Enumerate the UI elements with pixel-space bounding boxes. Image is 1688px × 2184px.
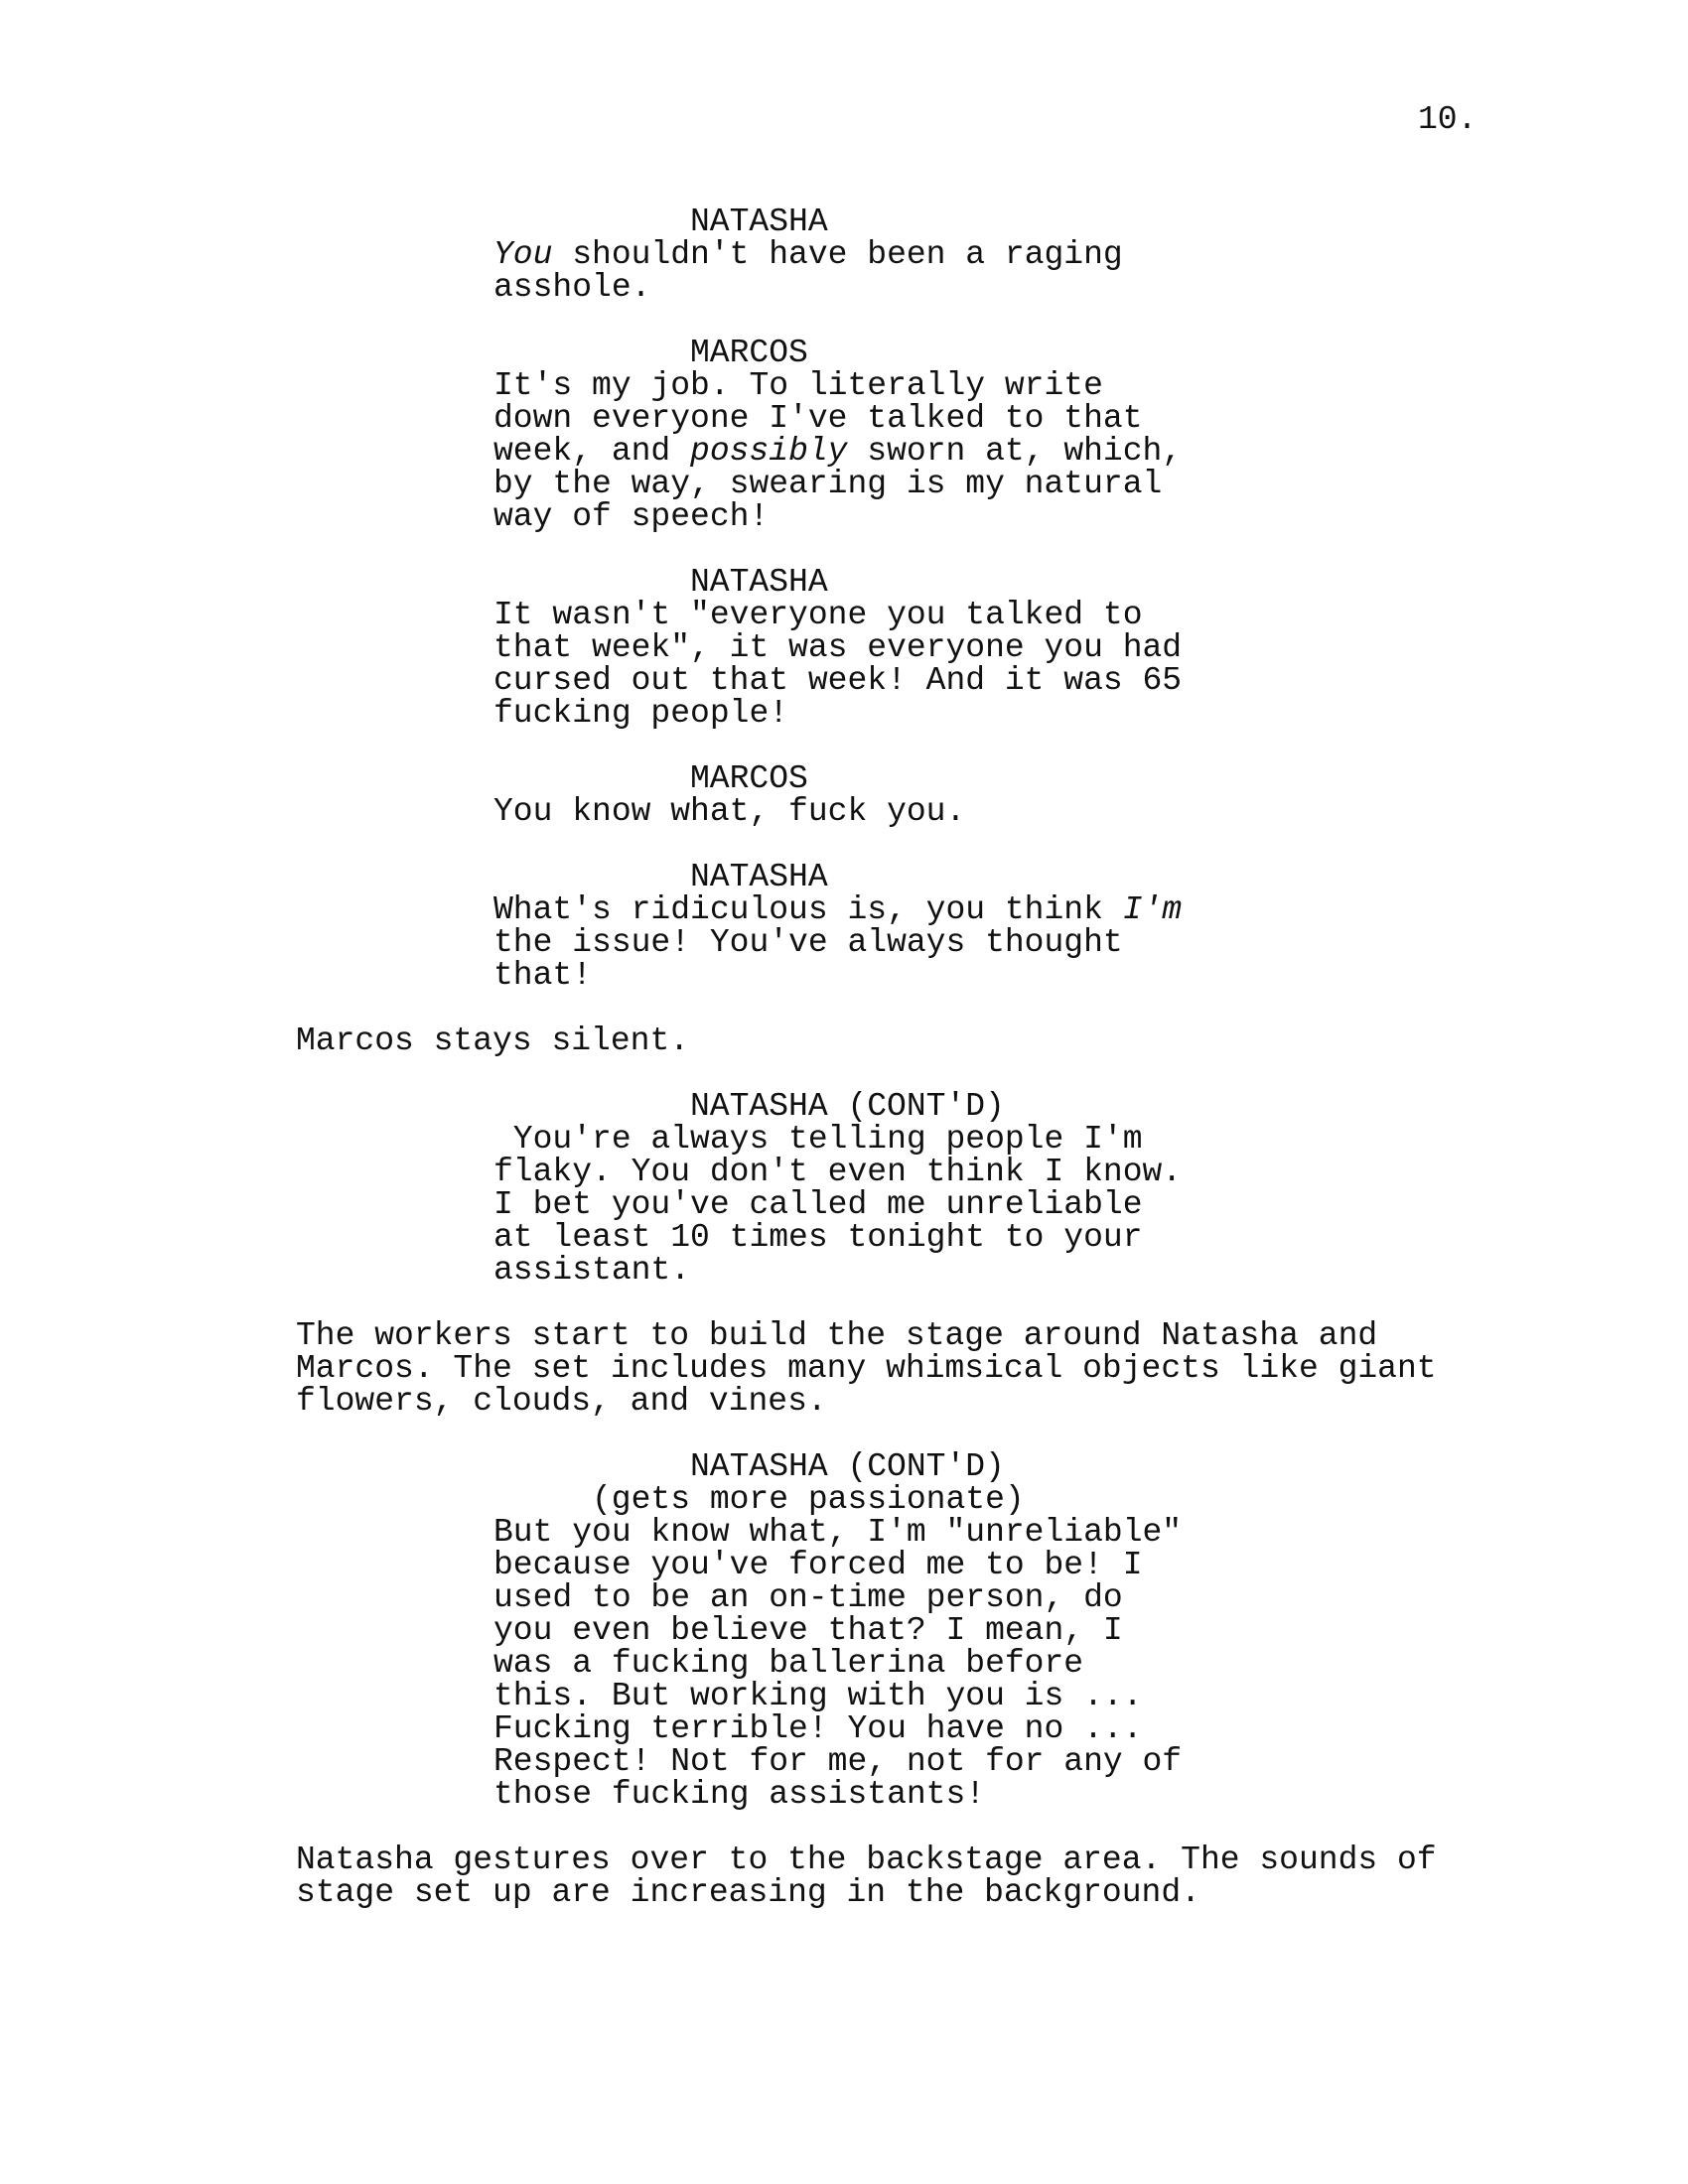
action-line [296, 1876, 1200, 1909]
text-run: used to be an on-time person, do [493, 1579, 1123, 1616]
dialogue-line [493, 435, 1182, 468]
text-run: You're always telling people I'm [493, 1121, 1143, 1158]
dialogue-line [493, 959, 592, 992]
dialogue-line [493, 1778, 985, 1811]
text-run: flaky. You don't even think I know. [493, 1154, 1183, 1190]
text-run: Respect! Not for me, not for any of [493, 1743, 1183, 1780]
dialogue-line [493, 271, 650, 304]
text-run: that! [493, 957, 593, 994]
text-run: that week", it was everyone you had [493, 629, 1183, 666]
italic-text: I'm [1122, 891, 1183, 928]
text-run: Fucking terrible! You have no ... [493, 1710, 1143, 1747]
dialogue-line [493, 1254, 690, 1287]
text-run: way of speech! [493, 498, 770, 535]
action-line [296, 1843, 1437, 1876]
action-line [296, 1352, 1437, 1385]
dialogue-line [493, 1614, 1123, 1647]
dialogue-line [493, 926, 1123, 959]
dialogue-line [493, 631, 1182, 664]
character-name: NATASHA [690, 204, 828, 240]
text-run: I bet you've called me unreliable [493, 1186, 1143, 1223]
text-run: week, and [493, 433, 691, 470]
text-run: Marcos. The set includes many whimsical objects like giant [296, 1350, 1437, 1387]
italic-text: possibly [690, 433, 848, 470]
dialogue-line [493, 238, 1123, 271]
dialogue-line [493, 1647, 1083, 1680]
character-name: MARCOS [690, 335, 808, 371]
action-line [296, 1319, 1377, 1352]
text-run: It's my job. To literally write [493, 367, 1103, 404]
dialogue-line [493, 1745, 1182, 1778]
parenthetical: (gets more passionate) [592, 1481, 1025, 1518]
text-run: fucking people! [493, 695, 789, 732]
dialogue-line [493, 893, 1182, 926]
text-run: flowers, clouds, and vines. [296, 1383, 827, 1420]
character-name: NATASHA (CONT'D) [690, 1088, 1005, 1125]
text-run: at least 10 times tonight to your [493, 1219, 1143, 1256]
dialogue-line [493, 1516, 1182, 1549]
text-run: Marcos stays silent. [296, 1023, 690, 1059]
page-number: 10. [1418, 101, 1477, 138]
dialogue-line [493, 1156, 1182, 1188]
action-line [296, 1385, 827, 1418]
text-run: But you know what, I'm "unreliable" [493, 1514, 1183, 1551]
character-name: NATASHA (CONT'D) [690, 1448, 1005, 1485]
text-run: was a fucking ballerina before [493, 1645, 1084, 1682]
dialogue-line [493, 1712, 1143, 1745]
text-run: cursed out that week! And it was 65 [493, 662, 1183, 699]
dialogue-line [493, 664, 1182, 697]
text-run: stage set up are increasing in the background. [296, 1874, 1200, 1911]
character-name: NATASHA [690, 564, 828, 601]
dialogue-line [493, 500, 769, 533]
text-run: assistant. [493, 1252, 691, 1289]
text-run: It wasn't "everyone you talked to [493, 597, 1143, 633]
text-run: You know what, fuck you. [493, 793, 966, 830]
dialogue-line [493, 1123, 1143, 1156]
dialogue-line [493, 795, 965, 828]
dialogue-line [493, 1221, 1143, 1254]
text-run: shouldn't have been a raging [552, 236, 1123, 273]
text-run: the issue! You've always thought [493, 924, 1123, 961]
dialogue-line [493, 1680, 1143, 1712]
action-line [296, 1024, 689, 1057]
dialogue-line [493, 1581, 1123, 1614]
text-run: because you've forced me to be! I [493, 1547, 1143, 1583]
dialogue-line [493, 599, 1143, 631]
text-run: you even believe that? I mean, I [493, 1612, 1123, 1649]
dialogue-line [493, 697, 788, 730]
character-name: MARCOS [690, 760, 808, 797]
text-run: by the way, swearing is my natural [493, 466, 1163, 502]
dialogue-line [493, 369, 1103, 402]
dialogue-line [493, 402, 1143, 435]
dialogue-line [493, 468, 1162, 500]
text-run: What's ridiculous is, you think [493, 891, 1123, 928]
character-name: NATASHA [690, 859, 828, 895]
italic-text: You [493, 236, 553, 273]
dialogue-line [493, 1549, 1143, 1581]
text-run: sworn at, which, [847, 433, 1183, 470]
text-run: Natasha gestures over to the backstage area. The sounds of [296, 1842, 1437, 1878]
text-run: asshole. [493, 269, 651, 306]
text-run: those fucking assistants! [493, 1776, 986, 1813]
text-run: this. But working with you is ... [493, 1678, 1143, 1714]
text-run: The workers start to build the stage around Natasha and [296, 1317, 1378, 1354]
text-run: down everyone I've talked to that [493, 400, 1143, 437]
dialogue-line [493, 1188, 1143, 1221]
